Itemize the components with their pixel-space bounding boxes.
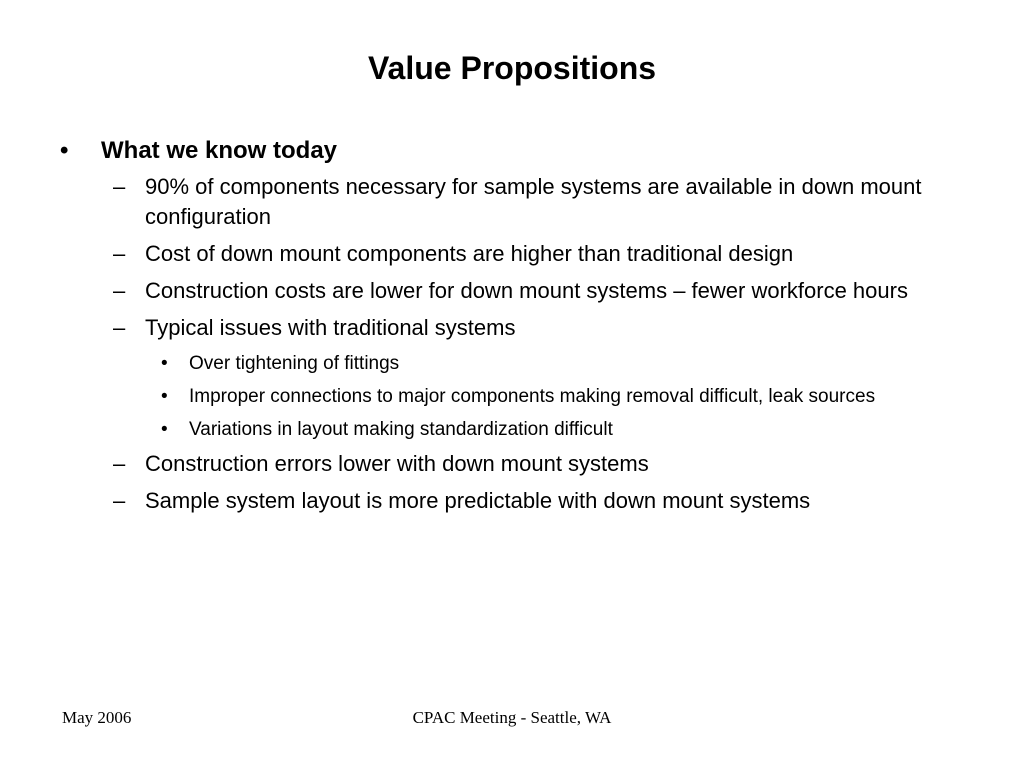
dash-icon: – — [113, 278, 126, 303]
list-item — [60, 313, 980, 343]
list-item-text: Sample system layout is more predictable with down mount systems — [145, 488, 811, 513]
list-item — [60, 486, 980, 516]
bullet-icon: • — [161, 353, 168, 374]
dash-icon: – — [113, 488, 126, 513]
list-item — [60, 172, 980, 232]
footer-event: CPAC Meeting - Seattle, WA — [412, 708, 612, 727]
footer-date: May 2006 — [62, 708, 132, 727]
sub-list-item — [60, 383, 980, 410]
dash-icon: – — [113, 315, 126, 340]
list-item — [60, 239, 980, 269]
sub-list-item — [60, 416, 980, 443]
sub-list-item-text: Over tightening of fittings — [189, 353, 400, 374]
bullet-icon: • — [60, 137, 69, 164]
bullet-icon: • — [161, 419, 168, 440]
sub-list-item-text: Variations in layout making standardization difficult — [189, 419, 613, 440]
slide-title: Value Propositions — [367, 50, 657, 86]
list-item-text: Construction costs are lower for down mount systems – fewer workforce hours — [145, 278, 908, 303]
list-item-text: Typical issues with traditional systems — [145, 315, 516, 340]
dash-icon: – — [113, 451, 126, 476]
slide-body — [60, 136, 980, 523]
bullet-heading — [60, 136, 980, 166]
sub-list-item — [60, 350, 980, 377]
bullet-icon: • — [161, 386, 168, 407]
list-item-text: Cost of down mount components are higher than traditional design — [145, 241, 794, 266]
heading-text: What we know today — [101, 137, 338, 164]
dash-icon: – — [113, 174, 126, 199]
sub-list-item-text: Improper connections to major components making removal difficult, leak sources — [189, 386, 876, 407]
list-item — [60, 449, 980, 479]
list-item — [60, 276, 980, 306]
dash-icon: – — [113, 241, 126, 266]
list-item-text: 90% of components necessary for sample systems are available in down mount configuration — [145, 174, 922, 229]
list-item-text: Construction errors lower with down mount systems — [145, 451, 649, 476]
